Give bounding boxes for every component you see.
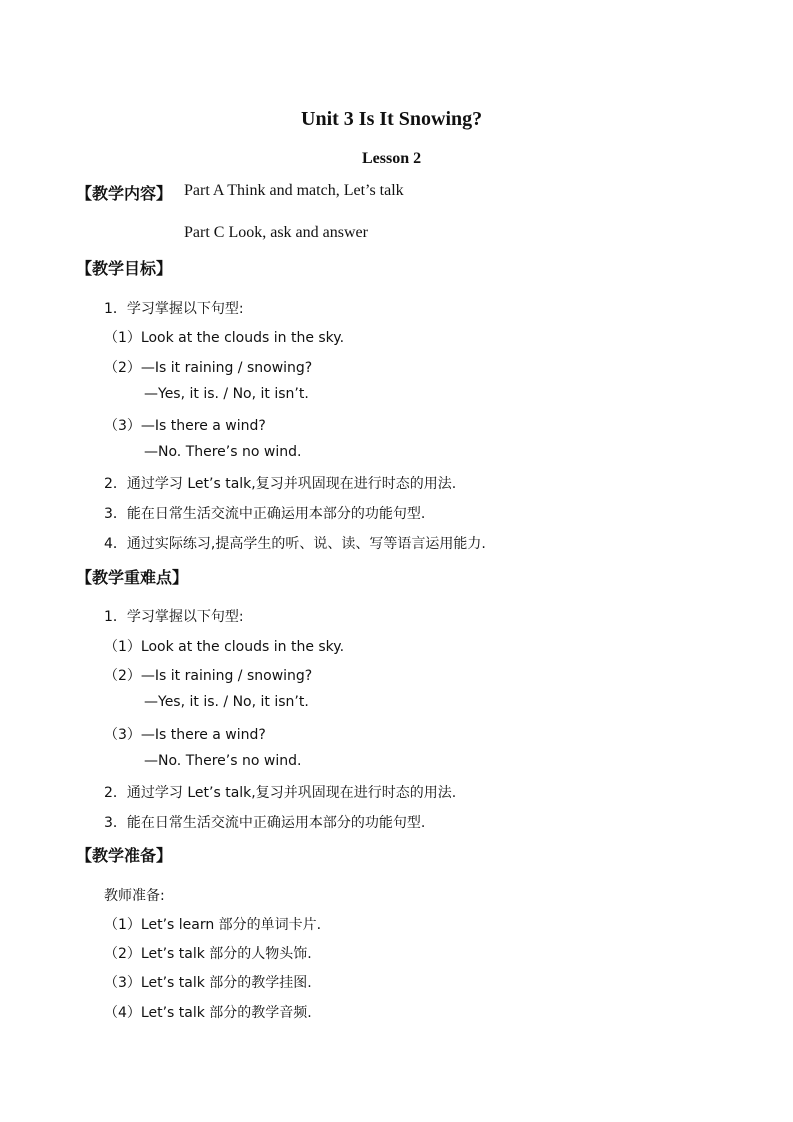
section-heading-objectives: 【教学目标】 (76, 259, 173, 278)
preparation-line: （4）Let’s talk 部分的教学音频. (104, 1005, 312, 1021)
key-point-line: （1）Look at the clouds in the sky. (104, 639, 345, 655)
objective-line: —Yes, it is. / No, it isn’t. (144, 386, 309, 402)
key-point-line: 1．学习掌握以下句型: (104, 609, 244, 625)
key-point-line: （3）—Is there a wind? (104, 727, 266, 743)
section-heading-preparation: 【教学准备】 (76, 846, 173, 865)
objective-line: （1）Look at the clouds in the sky. (104, 330, 345, 346)
key-point-line: 2．通过学习 Let’s talk,复习并巩固现在进行时态的用法. (104, 785, 457, 801)
objective-line: 4．通过实际练习,提高学生的听、说、读、写等语言运用能力. (104, 536, 486, 552)
preparation-line: （3）Let’s talk 部分的教学挂图. (104, 975, 312, 991)
objective-line: 2．通过学习 Let’s talk,复习并巩固现在进行时态的用法. (104, 476, 457, 492)
key-point-line: 3．能在日常生活交流中正确运用本部分的功能句型. (104, 815, 426, 831)
document-title: Unit 3 Is It Snowing? (301, 108, 483, 130)
lesson-label: Lesson 2 (362, 150, 422, 167)
preparation-line: （1）Let’s learn 部分的单词卡片. (104, 917, 322, 933)
key-point-line: —No. There’s no wind. (144, 753, 302, 769)
content-line-2: Part C Look, ask and answer (184, 224, 368, 241)
section-heading-content: 【教学内容】 (76, 184, 173, 203)
objective-line: —No. There’s no wind. (144, 444, 302, 460)
objective-line: （2）—Is it raining / snowing? (104, 360, 313, 376)
preparation-intro: 教师准备: (104, 888, 165, 904)
key-point-line: —Yes, it is. / No, it isn’t. (144, 694, 309, 710)
objective-line: （3）—Is there a wind? (104, 418, 266, 434)
objective-line: 3．能在日常生活交流中正确运用本部分的功能句型. (104, 506, 426, 522)
key-point-line: （2）—Is it raining / snowing? (104, 668, 313, 684)
content-line-1: Part A Think and match, Let’s talk (184, 182, 404, 199)
section-heading-key-points: 【教学重难点】 (76, 568, 189, 587)
preparation-line: （2）Let’s talk 部分的人物头饰. (104, 946, 312, 962)
objective-line: 1．学习掌握以下句型: (104, 301, 244, 317)
